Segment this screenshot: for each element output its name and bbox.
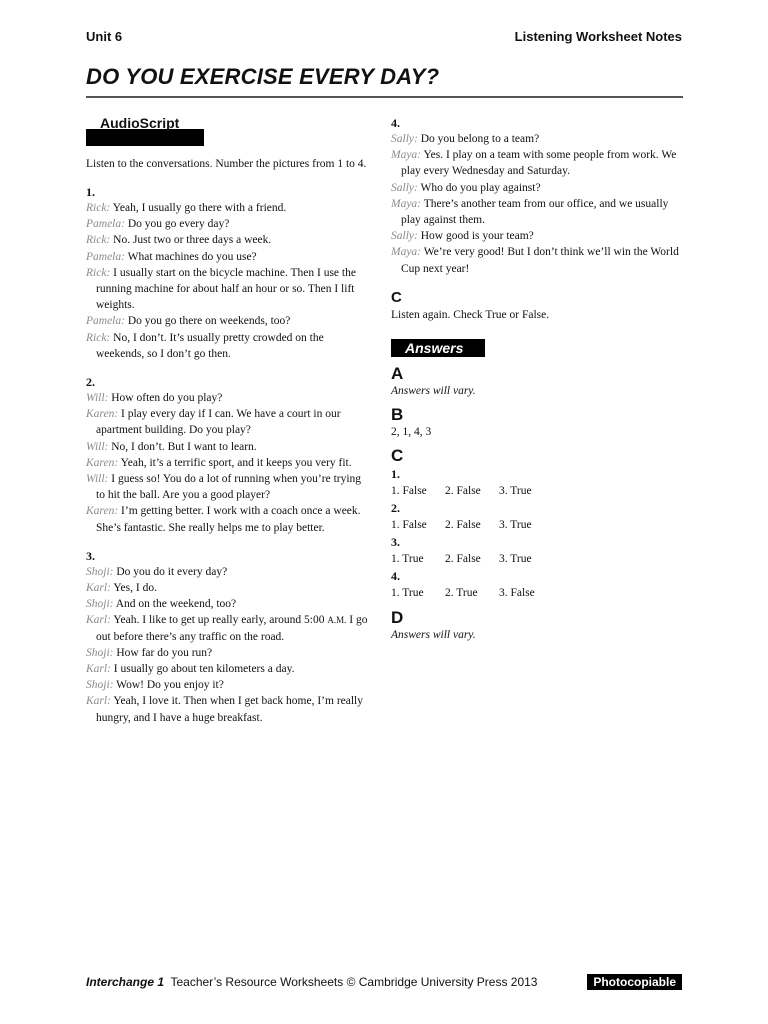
speaker-name: Will: <box>86 392 109 405</box>
speaker-name: Sally: <box>391 230 418 243</box>
dialogue-line <box>86 216 371 232</box>
answer-d-text: Answers will vary. <box>391 628 476 641</box>
dialogue-text: Yeah, I usually go there with a friend. <box>112 202 287 214</box>
dialogue-line <box>86 503 371 535</box>
answer-c-item: 3. False <box>499 586 535 599</box>
audioscript-column <box>86 115 371 726</box>
speaker-name: Pamela: <box>86 315 125 328</box>
answer-a-text: Answers will vary. <box>391 384 476 397</box>
worksheet-type: Listening Worksheet Notes <box>514 29 682 44</box>
answer-b-text: 2, 1, 4, 3 <box>391 425 432 438</box>
dialogue-text: No. Just two or three days a week. <box>113 234 272 247</box>
audioscript-heading-bar <box>86 129 204 146</box>
dialogue-line <box>86 661 371 677</box>
conversation-block <box>86 548 371 726</box>
dialogue-line <box>86 471 371 503</box>
conversation-block <box>86 184 371 362</box>
speaker-name: Shoji: <box>86 646 114 659</box>
conversation-number: 1. <box>86 185 95 199</box>
dialogue-text: Yes. I play on a team with some people from work. We play every Wednesday and Saturday. <box>401 149 677 178</box>
title-divider <box>86 96 683 98</box>
speaker-name: Maya: <box>391 246 422 259</box>
speaker-name: Will: <box>86 473 109 486</box>
dialogue-text: Yeah, I love it. Then when I get back home, I’m really hungry, and I have a huge breakfast. <box>96 695 364 724</box>
dialogue-line <box>86 249 371 265</box>
dialogue-text: I usually go about ten kilometers a day. <box>113 663 295 676</box>
answer-c-row <box>391 483 683 500</box>
dialogue-text: We’re very good! But I don’t think we’ll win the World Cup next year! <box>401 246 679 275</box>
dialogue-text: There’s another team from our office, and we usually play against them. <box>401 197 669 227</box>
dialogue-line <box>391 131 683 147</box>
dialogue-text: No, I don’t. But I want to learn. <box>111 440 257 453</box>
answer-c-group-number: 2. <box>391 500 400 515</box>
answer-c-item: 1. True <box>391 552 424 565</box>
speaker-name: Rick: <box>86 331 111 344</box>
answer-c-item: 3. True <box>499 484 532 497</box>
speaker-name: Shoji: <box>86 679 114 692</box>
answer-c-row <box>391 551 683 568</box>
dialogue-line <box>86 330 371 362</box>
answer-c-group-number: 1. <box>391 466 400 481</box>
answer-c-item: 3. True <box>499 518 532 531</box>
answer-c-letter: C <box>391 445 404 465</box>
dialogue-line <box>391 180 683 196</box>
dialogue-text: How good is your team? <box>420 230 534 243</box>
speaker-name: Shoji: <box>86 565 114 578</box>
speaker-name: Rick: <box>86 234 111 247</box>
conversations-right <box>391 115 683 277</box>
dialogue-text: Yeah. I like to get up really early, around 5:00 A.M. I go out before there’s any traffic on the road. <box>96 614 368 643</box>
dialogue-text: How often do you play? <box>111 392 223 405</box>
footer-credit <box>86 975 537 989</box>
conversation-number: 4. <box>391 116 400 130</box>
dialogue-line <box>86 564 371 580</box>
answer-c-row <box>391 585 683 602</box>
time-suffix: A.M. <box>327 615 347 626</box>
dialogue-line <box>86 596 371 612</box>
answer-c-group-number: 3. <box>391 534 400 549</box>
dialogue-text: What machines do you use? <box>127 250 257 263</box>
answer-c-group-number: 4. <box>391 568 400 583</box>
dialogue-text: I guess so! You do a lot of running when you’re trying to hit the ball. Are you a good player? <box>96 473 362 502</box>
dialogue-text: No, I don’t. It’s usually pretty crowded on the weekends, so I don’t go then. <box>96 331 324 360</box>
answer-c-item: 1. False <box>391 484 427 497</box>
dialogue-line <box>391 196 683 228</box>
dialogue-line <box>86 390 371 406</box>
answer-c-item: 2. False <box>445 484 481 497</box>
dialogue-line <box>86 406 371 438</box>
dialogue-text: Yeah, it’s a terrific sport, and it keeps you very fit. <box>120 456 352 469</box>
speaker-name: Maya: <box>391 197 422 210</box>
dialogue-line <box>391 244 683 276</box>
dialogue-line <box>86 612 371 644</box>
dialogue-line <box>86 265 371 314</box>
answer-d-letter: D <box>391 607 404 627</box>
dialogue-text: Yes, I do. <box>113 582 157 595</box>
dialogue-line <box>391 147 683 179</box>
speaker-name: Karen: <box>86 408 119 421</box>
dialogue-line <box>86 313 371 329</box>
speaker-name: Karl: <box>86 582 111 595</box>
dialogue-line <box>86 200 371 216</box>
answer-c-groups <box>391 466 683 602</box>
answer-c-item: 3. True <box>499 552 532 565</box>
dialogue-text: Who do you play against? <box>420 181 541 194</box>
section-c-letter: C <box>391 288 402 306</box>
dialogue-line <box>86 580 371 596</box>
dialogue-line <box>86 693 371 725</box>
dialogue-text: I play every day if I can. We have a court in our apartment building. Do you play? <box>96 408 341 437</box>
answer-c-item: 1. False <box>391 518 427 531</box>
speaker-name: Sally: <box>391 133 418 145</box>
answer-c-item: 1. True <box>391 586 424 599</box>
photocopiable-badge: Photocopiable <box>587 974 682 990</box>
speaker-name: Rick: <box>86 202 111 214</box>
answer-b-letter: B <box>391 404 404 424</box>
dialogue-text: And on the weekend, too? <box>115 598 237 611</box>
dialogue-text: Do you go every day? <box>127 218 230 231</box>
conversation-block <box>391 115 683 277</box>
answer-a-letter: A <box>391 363 404 383</box>
speaker-name: Sally: <box>391 181 418 194</box>
answer-c-item: 2. False <box>445 518 481 531</box>
speaker-name: Shoji: <box>86 598 114 611</box>
audioscript-heading: AudioScript <box>100 115 180 131</box>
conversation-block <box>86 374 371 536</box>
dialogue-line <box>391 228 683 244</box>
dialogue-text: Do you go there on weekends, too? <box>127 315 291 328</box>
dialogue-line <box>86 439 371 455</box>
answer-c-row <box>391 517 683 534</box>
speaker-name: Karl: <box>86 663 111 676</box>
speaker-name: Karl: <box>86 695 111 708</box>
answer-c-item: 2. False <box>445 552 481 565</box>
page-title: DO YOU EXERCISE EVERY DAY? <box>86 64 440 89</box>
dialogue-line <box>86 232 371 248</box>
speaker-name: Pamela: <box>86 218 125 231</box>
dialogue-line <box>86 455 371 471</box>
speaker-name: Karen: <box>86 505 119 518</box>
answer-c-item: 2. True <box>445 586 478 599</box>
dialogue-text: I’m getting better. I work with a coach once a week. She’s fantastic. She really helps me to play better. <box>96 505 361 534</box>
footer-brand: Interchange 1 <box>86 975 165 989</box>
footer-text: Teacher’s Resource Worksheets © Cambridge University Press 2013 <box>170 975 538 989</box>
answers-heading: Answers <box>391 339 485 357</box>
speaker-name: Rick: <box>86 266 111 279</box>
speaker-name: Karen: <box>86 456 119 469</box>
section-c-instruction: Listen again. Check True or False. <box>391 308 550 321</box>
dialogue-text: Wow! Do you enjoy it? <box>116 679 224 692</box>
unit-label: Unit 6 <box>86 29 123 44</box>
speaker-name: Will: <box>86 440 109 453</box>
dialogue-line <box>86 677 371 693</box>
right-column <box>391 115 683 643</box>
speaker-name: Karl: <box>86 614 111 627</box>
conversation-number: 2. <box>86 375 95 390</box>
dialogue-text: Do you do it every day? <box>116 565 228 578</box>
speaker-name: Maya: <box>391 149 422 162</box>
dialogue-line <box>86 645 371 661</box>
conversation-number: 3. <box>86 548 95 563</box>
dialogue-text: How far do you run? <box>116 646 213 659</box>
dialogue-text: Do you belong to a team? <box>420 133 540 145</box>
conversations-left <box>86 184 371 726</box>
audioscript-instruction: Listen to the conversations. Number the pictures from 1 to 4. <box>86 158 367 170</box>
speaker-name: Pamela: <box>86 250 125 263</box>
dialogue-text: I usually start on the bicycle machine. Then I use the running machine for about half an hour or so. Then I lift weights. <box>96 266 356 312</box>
